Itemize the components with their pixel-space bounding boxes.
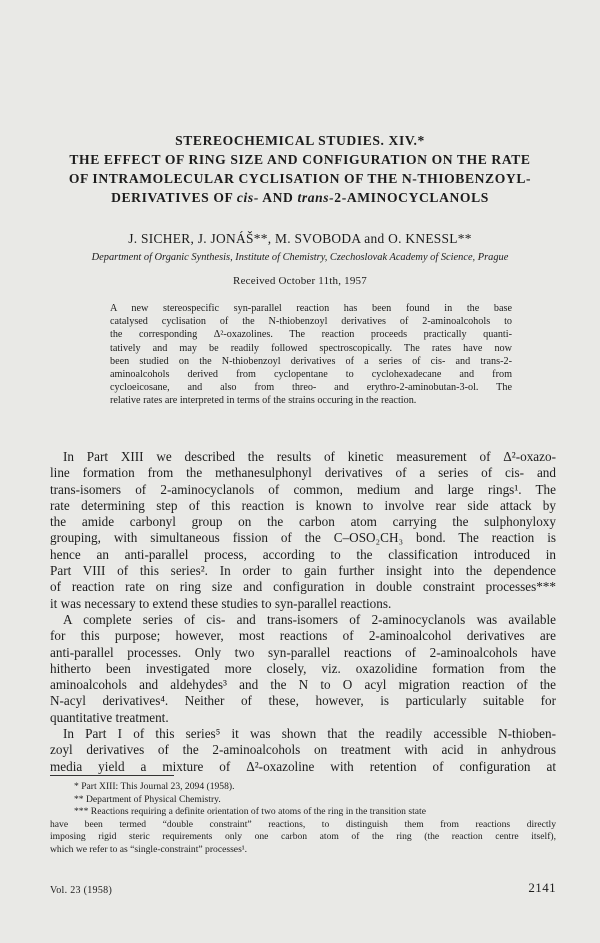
abstract-line: cycloeicosane, and also from threo- and erythro-2-aminobutan-3-ol. The [110,382,512,394]
body-line: zoyl derivatives of the 2-aminoalcohols on treatment with acid in anhydrous [50,742,556,758]
footnote-line: ** Department of Physical Chemistry. [74,793,221,805]
abstract-line: the corresponding Δ²-oxazolines. The reaction proceeds practically quanti- [110,329,512,341]
body-line: for this purpose; however, most reactions of 2-aminoalcohol derivatives are [50,628,556,644]
abstract-line: tatively and may be readily followed spectroscopically. The rates have now [110,342,512,354]
footnote-line: have been termed “double constraint” reactions, to distinguish them from reactions directly [50,818,556,830]
affiliation: Department of Organic Synthesis, Institute of Chemistry, Czechoslovak Academy of Science, Prague [91,252,509,263]
body-line: the amide carbonyl group on the carbon atom carrying the sulphonyloxy [50,514,556,530]
abstract-line: catalysed cyclisation of the N-thiobenzoyl derivatives of 2-aminoalcohols to [110,316,512,328]
body-line: hence an anti-parallel process, according to the classification introduced in [50,546,556,562]
abstract-line: relative rates are interpreted in terms of the strains occuring in the reaction. [110,395,417,407]
title-line-4 [40,188,560,207]
footnotes [50,781,556,857]
body-line: hitherto been investigated more closely, viz. oxazolidine formation from the [50,660,556,676]
abstract-line: A new stereospecific syn-parallel reaction has been found in the base [110,303,512,314]
footnote-line: * Part XIII: This Journal 23, 2094 (1958). [74,781,235,792]
received-date: Received October 11th, 1957 [233,275,367,287]
title-line-4-cis: cis- [236,190,259,205]
authors: J. SICHER, J. JONÁŠ**, M. SVOBODA and O. KNESSL** [128,231,472,246]
body-line: grouping, with simultaneous fission of the C–OSO₂CH₃ bond. The reaction is [50,530,556,546]
title-line-4-trans: trans- [297,190,335,205]
footnote-line: *** Reactions requiring a definite orientation of two atoms of the ring in the transition state [74,806,426,818]
article-title [40,131,560,207]
title-line-2: THE EFFECT OF RING SIZE AND CONFIGURATION ON THE RATE [69,152,531,167]
title-line-1: STEREOCHEMICAL STUDIES. XIV.* [175,133,425,148]
body-line: it was necessary to extend these studies to syn-parallel reactions. [50,595,392,611]
footnote-line: which we refer to as “single-constraint” processes¹. [50,843,248,855]
title-line-4-part-c: 2-AMINOCYCLANOLS [334,190,489,205]
body-line: media yield a mixture of Δ²-oxazoline with retention of configuration at [50,758,556,774]
body-line: Part VIII of this series². In order to gain further insight into the dependence [50,563,556,579]
title-line-3: OF INTRAMOLECULAR CYCLISATION OF THE N-THIOBENZOYL- [68,171,532,186]
body-line: of reaction rate on ring size and configuration in double constraint processes*** [50,579,556,595]
abstract [110,302,512,408]
body-line: anti-parallel processes. Only two syn-parallel reactions of 2-aminoalcohols have [50,644,556,660]
footnote-divider [50,775,174,776]
body-line: In Part XIII we described the results of kinetic measurement of Δ²-oxazo- [63,449,556,464]
abstract-line: aminoalcohols derived from cyclopentane to cyclohexadecane and from [110,369,512,381]
body-line: quantitative treatment. [50,709,169,725]
journal-volume: Vol. 23 (1958) [50,885,113,896]
body-line: line formation from the methanesulphonyl derivatives of a series of cis- and [50,465,556,481]
abstract-line: been studied on the N-thiobenzoyl derivatives of a series of cis- and trans-2- [110,355,512,367]
footnote-line: imposing rigid steric requirements only one carbon atom of the ring (the reaction centre itself), [50,831,556,843]
title-line-4-part-b: AND [258,190,298,205]
page-number: 2141 [528,880,556,895]
body-line: N-acyl derivatives⁴. Neither of these, however, is particularly suitable for [50,693,556,709]
body-line: aminoalcohols and aldehydes³ and the N to O acyl migration reaction of the [50,677,556,693]
body-text [50,449,556,775]
body-line: trans-isomers of 2-aminocyclanols of common, medium and large rings¹. The [50,481,556,497]
body-line: rate determining step of this reaction is known to involve rear side attack by [50,497,556,513]
body-line: A complete series of cis- and trans-isomers of 2-aminocyclanols was available [63,611,556,627]
body-line: In Part I of this series⁵ it was shown that the readily accessible N-thioben- [63,726,556,742]
title-line-4-part-a: DERIVATIVES OF [111,190,237,205]
